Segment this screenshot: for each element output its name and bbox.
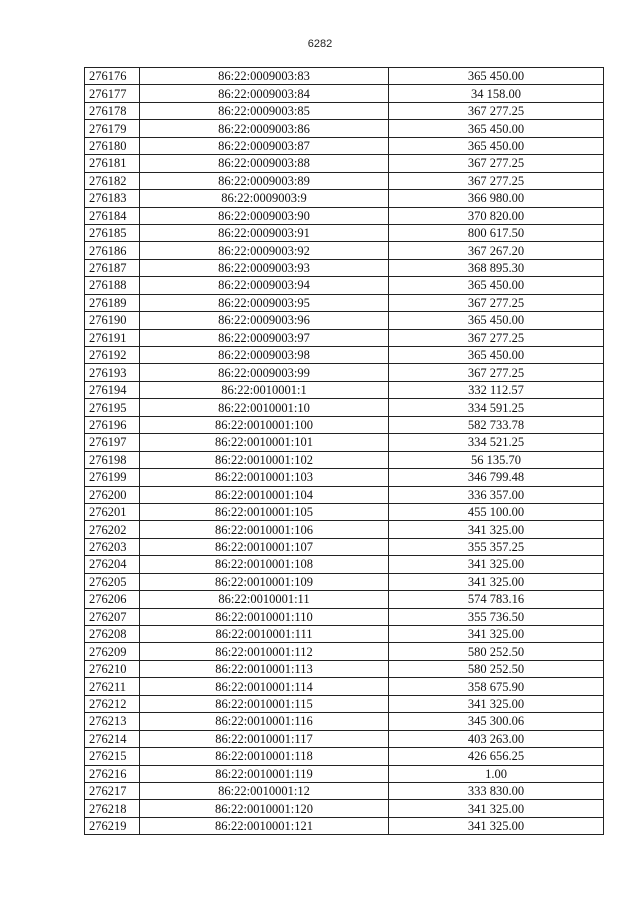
cadastral-number-cell: 86:22:0010001:114 — [140, 678, 389, 695]
cadastral-number-cell: 86:22:0009003:96 — [140, 312, 389, 329]
table-row — [85, 765, 604, 782]
table-row — [85, 556, 604, 573]
row-number-cell: 276212 — [85, 695, 140, 712]
cadastral-number-cell: 86:22:0009003:95 — [140, 294, 389, 311]
cadastral-value-cell: 355 357.25 — [389, 538, 604, 555]
row-number-cell: 276202 — [85, 521, 140, 538]
cadastral-number-cell: 86:22:0010001:107 — [140, 538, 389, 555]
row-number-cell: 276199 — [85, 469, 140, 486]
cadastral-number-cell: 86:22:0010001:119 — [140, 765, 389, 782]
cadastral-value-cell: 358 675.90 — [389, 678, 604, 695]
table-row — [85, 120, 604, 137]
cadastral-number-cell: 86:22:0010001:111 — [140, 626, 389, 643]
row-number-cell: 276210 — [85, 660, 140, 677]
row-number-cell: 276200 — [85, 486, 140, 503]
row-number-cell: 276188 — [85, 277, 140, 294]
cadastral-number-cell: 86:22:0010001:108 — [140, 556, 389, 573]
row-number-cell: 276192 — [85, 347, 140, 364]
cadastral-value-cell: 455 100.00 — [389, 503, 604, 520]
cadastral-number-cell: 86:22:0009003:97 — [140, 329, 389, 346]
cadastral-value-cell: 370 820.00 — [389, 207, 604, 224]
table-body — [85, 68, 604, 835]
cadastral-number-cell: 86:22:0010001:106 — [140, 521, 389, 538]
table-row — [85, 782, 604, 799]
cadastral-number-cell: 86:22:0009003:99 — [140, 364, 389, 381]
table-row — [85, 399, 604, 416]
cadastral-value-cell: 367 277.25 — [389, 102, 604, 119]
row-number-cell: 276206 — [85, 591, 140, 608]
cadastral-value-cell: 367 277.25 — [389, 294, 604, 311]
table-row — [85, 521, 604, 538]
cadastral-number-cell: 86:22:0009003:84 — [140, 85, 389, 102]
row-number-cell: 276182 — [85, 172, 140, 189]
table-row — [85, 381, 604, 398]
cadastral-value-cell: 341 325.00 — [389, 817, 604, 834]
table-row — [85, 207, 604, 224]
table-row — [85, 660, 604, 677]
row-number-cell: 276180 — [85, 137, 140, 154]
row-number-cell: 276198 — [85, 451, 140, 468]
cadastral-number-cell: 86:22:0010001:103 — [140, 469, 389, 486]
row-number-cell: 276213 — [85, 713, 140, 730]
table-row — [85, 294, 604, 311]
row-number-cell: 276201 — [85, 503, 140, 520]
cadastral-number-cell: 86:22:0010001:110 — [140, 608, 389, 625]
row-number-cell: 276209 — [85, 643, 140, 660]
cadastral-number-cell: 86:22:0009003:89 — [140, 172, 389, 189]
table-row — [85, 800, 604, 817]
table-row — [85, 626, 604, 643]
cadastral-value-cell: 365 450.00 — [389, 137, 604, 154]
table-row — [85, 347, 604, 364]
row-number-cell: 276191 — [85, 329, 140, 346]
cadastral-number-cell: 86:22:0010001:101 — [140, 434, 389, 451]
cadastral-number-cell: 86:22:0009003:85 — [140, 102, 389, 119]
cadastral-value-cell: 336 357.00 — [389, 486, 604, 503]
row-number-cell: 276187 — [85, 259, 140, 276]
cadastral-number-cell: 86:22:0010001:11 — [140, 591, 389, 608]
cadastral-number-cell: 86:22:0009003:83 — [140, 68, 389, 85]
cadastral-value-cell: 366 980.00 — [389, 190, 604, 207]
cadastral-value-cell: 580 252.50 — [389, 660, 604, 677]
row-number-cell: 276183 — [85, 190, 140, 207]
cadastral-value-cell: 365 450.00 — [389, 347, 604, 364]
row-number-cell: 276194 — [85, 381, 140, 398]
table-row — [85, 416, 604, 433]
cadastral-number-cell: 86:22:0010001:105 — [140, 503, 389, 520]
table-row — [85, 434, 604, 451]
cadastral-value-cell: 367 277.25 — [389, 172, 604, 189]
table-row — [85, 242, 604, 259]
cadastral-value-cell: 341 325.00 — [389, 521, 604, 538]
cadastral-value-cell: 34 158.00 — [389, 85, 604, 102]
row-number-cell: 276217 — [85, 782, 140, 799]
table-row — [85, 172, 604, 189]
table-row — [85, 68, 604, 85]
cadastral-number-cell: 86:22:0009003:92 — [140, 242, 389, 259]
row-number-cell: 276205 — [85, 573, 140, 590]
table-row — [85, 678, 604, 695]
cadastral-value-cell: 367 267.20 — [389, 242, 604, 259]
cadastral-number-cell: 86:22:0010001:112 — [140, 643, 389, 660]
cadastral-number-cell: 86:22:0010001:113 — [140, 660, 389, 677]
table-row — [85, 329, 604, 346]
row-number-cell: 276197 — [85, 434, 140, 451]
table-row — [85, 503, 604, 520]
row-number-cell: 276216 — [85, 765, 140, 782]
table-row — [85, 573, 604, 590]
table-row — [85, 817, 604, 834]
table-row — [85, 486, 604, 503]
cadastral-value-cell: 365 450.00 — [389, 277, 604, 294]
cadastral-number-cell: 86:22:0010001:102 — [140, 451, 389, 468]
cadastral-number-cell: 86:22:0009003:91 — [140, 224, 389, 241]
row-number-cell: 276195 — [85, 399, 140, 416]
cadastral-value-cell: 426 656.25 — [389, 748, 604, 765]
cadastral-value-cell: 334 521.25 — [389, 434, 604, 451]
table-row — [85, 451, 604, 468]
table-row — [85, 85, 604, 102]
row-number-cell: 276178 — [85, 102, 140, 119]
cadastral-value-cell: 365 450.00 — [389, 120, 604, 137]
table-row — [85, 364, 604, 381]
cadastral-number-cell: 86:22:0010001:121 — [140, 817, 389, 834]
table-row — [85, 102, 604, 119]
row-number-cell: 276185 — [85, 224, 140, 241]
table-row — [85, 224, 604, 241]
row-number-cell: 276176 — [85, 68, 140, 85]
cadastral-number-cell: 86:22:0009003:9 — [140, 190, 389, 207]
cadastral-value-cell: 341 325.00 — [389, 695, 604, 712]
cadastral-number-cell: 86:22:0010001:115 — [140, 695, 389, 712]
cadastral-number-cell: 86:22:0010001:109 — [140, 573, 389, 590]
row-number-cell: 276215 — [85, 748, 140, 765]
row-number-cell: 276179 — [85, 120, 140, 137]
row-number-cell: 276211 — [85, 678, 140, 695]
table-row — [85, 137, 604, 154]
cadastral-number-cell: 86:22:0009003:88 — [140, 155, 389, 172]
cadastral-number-cell: 86:22:0010001:12 — [140, 782, 389, 799]
table-row — [85, 277, 604, 294]
cadastral-number-cell: 86:22:0010001:10 — [140, 399, 389, 416]
table-row — [85, 748, 604, 765]
cadastral-value-cell: 334 591.25 — [389, 399, 604, 416]
cadastral-value-cell: 341 325.00 — [389, 626, 604, 643]
cadastral-number-cell: 86:22:0010001:117 — [140, 730, 389, 747]
table-row — [85, 259, 604, 276]
table-row — [85, 695, 604, 712]
cadastral-number-cell: 86:22:0009003:98 — [140, 347, 389, 364]
table-row — [85, 643, 604, 660]
cadastral-value-cell: 333 830.00 — [389, 782, 604, 799]
cadastral-number-cell: 86:22:0009003:86 — [140, 120, 389, 137]
row-number-cell: 276196 — [85, 416, 140, 433]
cadastral-value-cell: 367 277.25 — [389, 155, 604, 172]
table-row — [85, 155, 604, 172]
table-row — [85, 469, 604, 486]
row-number-cell: 276214 — [85, 730, 140, 747]
table-row — [85, 538, 604, 555]
cadastral-number-cell: 86:22:0009003:94 — [140, 277, 389, 294]
cadastral-number-cell: 86:22:0009003:93 — [140, 259, 389, 276]
cadastral-value-cell: 56 135.70 — [389, 451, 604, 468]
table-row — [85, 591, 604, 608]
table-row — [85, 730, 604, 747]
cadastral-value-cell: 582 733.78 — [389, 416, 604, 433]
cadastral-value-cell: 341 325.00 — [389, 556, 604, 573]
row-number-cell: 276193 — [85, 364, 140, 381]
cadastral-number-cell: 86:22:0009003:90 — [140, 207, 389, 224]
table-row — [85, 190, 604, 207]
cadastral-value-cell: 800 617.50 — [389, 224, 604, 241]
row-number-cell: 276203 — [85, 538, 140, 555]
row-number-cell: 276208 — [85, 626, 140, 643]
cadastral-value-cell: 365 450.00 — [389, 68, 604, 85]
row-number-cell: 276218 — [85, 800, 140, 817]
cadastral-value-cell: 365 450.00 — [389, 312, 604, 329]
page-number: 6282 — [307, 38, 333, 50]
row-number-cell: 276204 — [85, 556, 140, 573]
row-number-cell: 276190 — [85, 312, 140, 329]
cadastral-number-cell: 86:22:0010001:118 — [140, 748, 389, 765]
table-row — [85, 312, 604, 329]
cadastral-number-cell: 86:22:0010001:116 — [140, 713, 389, 730]
cadastral-value-cell: 345 300.06 — [389, 713, 604, 730]
cadastral-value-cell: 574 783.16 — [389, 591, 604, 608]
cadastral-value-table — [84, 67, 604, 835]
cadastral-number-cell: 86:22:0009003:87 — [140, 137, 389, 154]
cadastral-value-cell: 368 895.30 — [389, 259, 604, 276]
row-number-cell: 276207 — [85, 608, 140, 625]
cadastral-value-cell: 1.00 — [389, 765, 604, 782]
cadastral-number-cell: 86:22:0010001:1 — [140, 381, 389, 398]
row-number-cell: 276177 — [85, 85, 140, 102]
row-number-cell: 276186 — [85, 242, 140, 259]
row-number-cell: 276189 — [85, 294, 140, 311]
cadastral-number-cell: 86:22:0010001:104 — [140, 486, 389, 503]
table-row — [85, 608, 604, 625]
cadastral-value-cell: 367 277.25 — [389, 364, 604, 381]
cadastral-value-cell: 580 252.50 — [389, 643, 604, 660]
cadastral-value-cell: 355 736.50 — [389, 608, 604, 625]
cadastral-number-cell: 86:22:0010001:100 — [140, 416, 389, 433]
table-row — [85, 713, 604, 730]
row-number-cell: 276181 — [85, 155, 140, 172]
cadastral-number-cell: 86:22:0010001:120 — [140, 800, 389, 817]
cadastral-value-cell: 403 263.00 — [389, 730, 604, 747]
row-number-cell: 276184 — [85, 207, 140, 224]
cadastral-value-cell: 332 112.57 — [389, 381, 604, 398]
cadastral-value-cell: 341 325.00 — [389, 573, 604, 590]
cadastral-value-cell: 367 277.25 — [389, 329, 604, 346]
cadastral-value-cell: 346 799.48 — [389, 469, 604, 486]
cadastral-value-cell: 341 325.00 — [389, 800, 604, 817]
row-number-cell: 276219 — [85, 817, 140, 834]
